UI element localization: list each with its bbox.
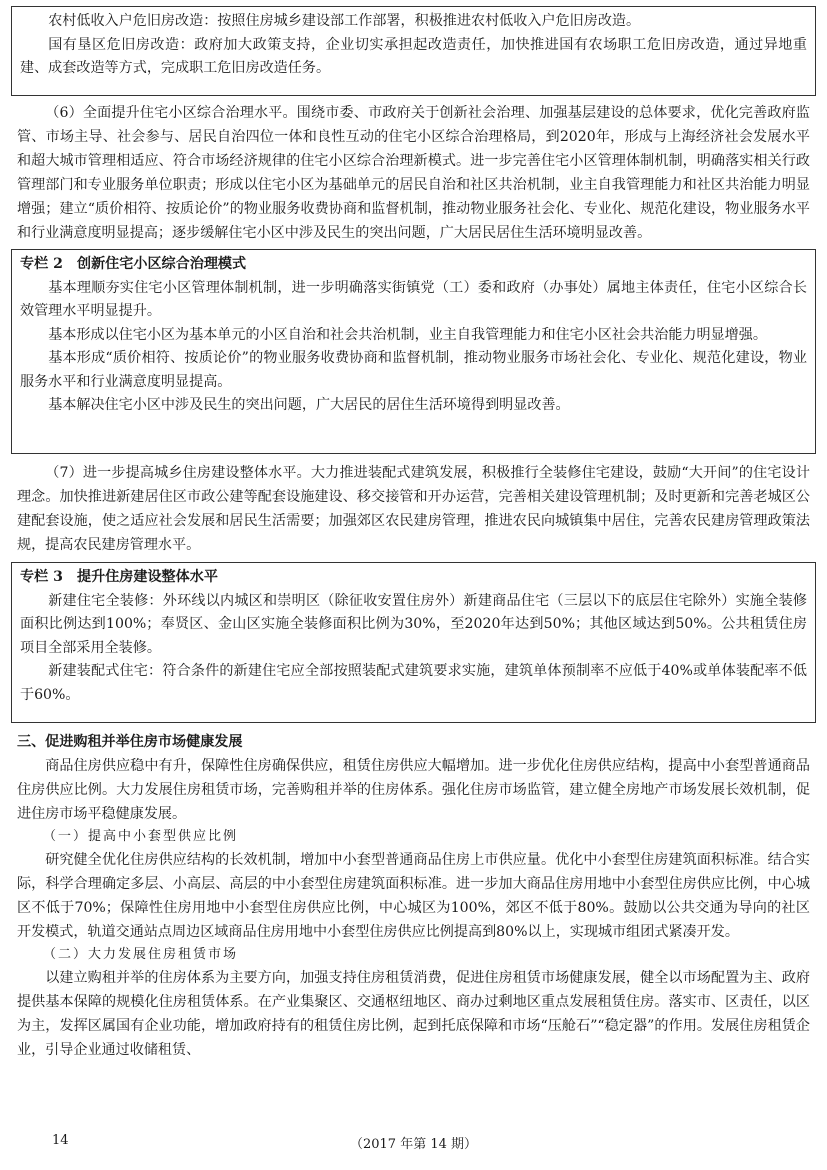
paragraph: （6）全面提升住宅小区综合治理水平。围绕市委、市政府关于创新社会治理、加强基层建设的总体要求，优化完善政府监管、市场主导、社会参与、居民自治四位一体和良性互动的住宅小区综合治理格局，到2020年，形成与上海经济社会发展水平和超大城市管理相适应、符合市场经济规律的住宅小区综合治理新模式。进一步完善住宅小区管理体制机制，明确落实相关行政管理部门和专业服务单位职责；形成以住宅小区为基础单元的居民自治和社区共治机制，业主自我管理能力和社区共治能力明显增强；建立“质价相符、按质论价”的物业服务收费协商和监督机制，推动物业服务社会化、专业化、规范化建设，物业服务水平和行业满意度明显提高；逐步缓解住宅小区中涉及民生的突出问题，广大居民居住生活环境明显改善。	[17, 105, 810, 241]
paragraph: 以建立购租并举的住房体系为主要方向，加强支持住房租赁消费，促进住房租赁市场健康发展，健全以市场配置为主、政府提供基本保障的规模化住房租赁体系。在产业集聚区、交通枢纽地区、商办过剩地区重点发展租赁住房。落实市、区责任，以区为主，发挥区属国有企业功能，增加政府持有的租赁住房比例，起到托底保障和市场“压舱石”“稳定器”的作用。发展住房租赁企业，引导企业通过收储租赁、	[17, 970, 810, 1058]
paragraph: 新建装配式住宅：符合条件的新建住宅应全部按照装配式建筑要求实施，建筑单体预制率不应低于40%或单体装配率不低于60%。	[20, 663, 807, 703]
paragraph: 基本解决住宅小区中涉及民生的突出问题，广大居民的居住生活环境得到明显改善。	[48, 397, 570, 413]
paragraph: 农村低收入户危旧房改造：按照住房城乡建设部工作部署，积极推进农村低收入户危旧房改造。	[48, 13, 641, 29]
section-6	[11, 101, 816, 245]
box-housing-renovation	[11, 6, 816, 96]
part-3	[11, 730, 816, 1062]
paragraph: 基本理顺夯实住宅小区管理体制机制，进一步明确落实街镇党（工）委和政府（办事处）属地主体责任，住宅小区综合长效管理水平明显提升。	[20, 279, 807, 319]
paragraph: 基本形成以住宅小区为基本单元的小区自治和社会共治机制，业主自我管理能力和住宅小区社会共治能力明显增强。	[48, 326, 767, 343]
column-box-3	[11, 562, 816, 723]
column-title: 专栏 3 提升住房建设整体水平	[20, 569, 218, 585]
paragraph: 国有垦区危旧房改造：政府加大政策支持，企业切实承担起改造责任，加快推进国有农场职工危旧房改造，通过异地重建、成套改造等方式，完成职工危旧房改造任务。	[20, 36, 807, 76]
section-heading: 三、促进购租并举住房市场健康发展	[17, 734, 243, 750]
paragraph: 新建住宅全装修：外环线以内城区和崇明区（除征收安置住房外）新建商品住宅（三层以下的底层住宅除外）实施全装修面积比例达到100%；奉贤区、金山区实施全装修面积比例为30%，至2020年达到50%；其他区域达到50%。公共租赁住房项目全部采用全装修。	[20, 592, 807, 656]
paragraph: 基本形成“质价相符、按质论价”的物业服务收费协商和监督机制，推动物业服务市场社会化、专业化、规范化建设，物业服务水平和行业满意度明显提高。	[20, 350, 807, 390]
issue-label: （2017 年第 14 期）	[349, 1137, 478, 1152]
paragraph: 研究健全优化住房供应结构的长效机制，增加中小套型普通商品住房上市供应量。优化中小套型住房建筑面积标准。结合实际，科学合理确定多层、小高层、高层的中小套型住房建筑面积标准。进一步加大商品住房用地中小套型住房供应比例，中心城区不低于70%；保障性住房用地中小套型住房供应比例，中心城区为100%，郊区不低于80%。鼓励以公共交通为导向的社区开发模式，轨道交通站点周边区域商品住房用地中小套型住房供应比例提高到80%以上，实现城市组团式紧凑开发。	[17, 852, 810, 940]
section-7	[11, 461, 816, 557]
subsection-heading: （一）提高中小套型供应比例	[43, 829, 239, 844]
page-footer	[0, 1133, 827, 1153]
column-box-2	[11, 249, 816, 454]
page-number: 14	[52, 1133, 69, 1148]
paragraph: 商品住房供应稳中有升，保障性住房确保供应，租赁住房供应大幅增加。进一步优化住房供应结构，提高中小套型普通商品住房供应比例。大力发展住房租赁市场，完善购租并举的住房体系。强化住房市场监管，建立健全房地产市场发展长效机制，促进住房市场平稳健康发展。	[17, 758, 810, 822]
column-title: 专栏 2 创新住宅小区综合治理模式	[20, 256, 247, 272]
subsection-heading: （二）大力发展住房租赁市场	[43, 947, 239, 962]
paragraph: （7）进一步提高城乡住房建设整体水平。大力推进装配式建筑发展，积极推行全装修住宅建设，鼓励“大开间”的住宅设计理念。加快推进新建居住区市政公建等配套设施建设、移交接管和开办运营，完善相关建设管理机制；及时更新和完善老城区公建配套设施，使之适应社会发展和居民生活需要；加强郊区农民建房管理，推进农民向城镇集中居住，完善农民建房管理政策法规，提高农民建房管理水平。	[17, 465, 810, 553]
